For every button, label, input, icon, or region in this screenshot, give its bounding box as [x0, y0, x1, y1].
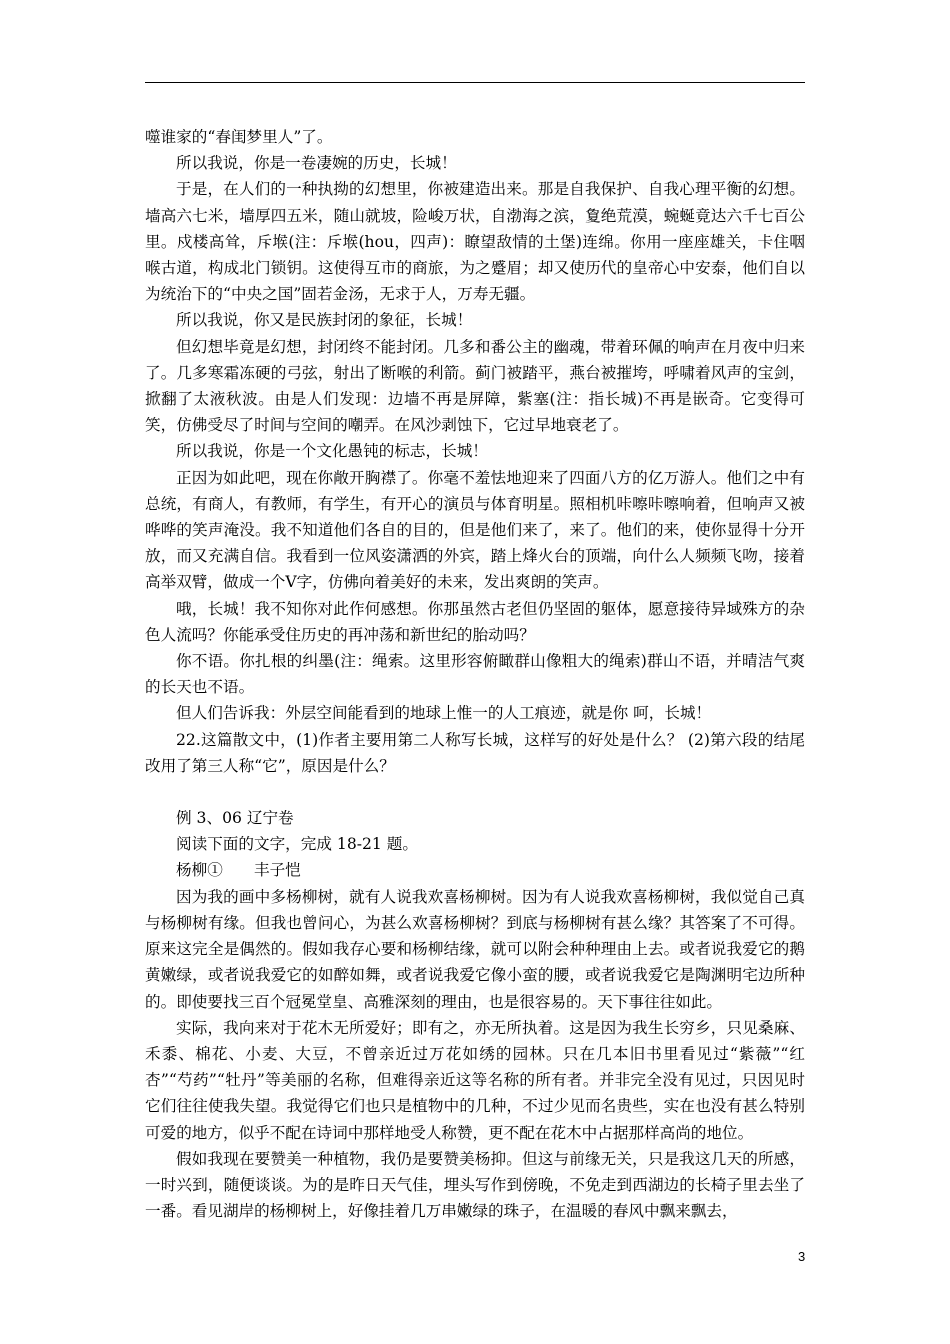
paragraph: 例 3、06 辽宁卷 — [176, 809, 294, 828]
paragraph: 杨柳① 丰子恺 — [176, 861, 301, 880]
paragraph: 阅读下面的文字，完成 18-21 题。 — [176, 835, 418, 854]
paragraph: 因为我的画中多杨柳树，就有人说我欢喜杨柳树。因为有人说我欢喜杨柳树，我似觉自己真与杨柳树有缘。但我也曾问心，为甚么欢喜杨柳树？到底与杨柳树有甚么缘？其答案了不可得。原来这完全是偶然的。假如我存心要和杨柳结缘，就可以附会种种理由上去。或者说我爱它的鹅黄嫩绿，或者说我爱它的如醉如舞，或者说我爱它像小蛮的腰，或者说我爱它是陶渊明宅边所种的。即使要找三百个冠冕堂皇、高雅深刻的理由，也是很容易的。天下事往往如此。 — [145, 887, 805, 1011]
header-rule — [145, 82, 805, 83]
paragraph: 哦，长城！我不知你对此作何感想。你那虽然古老但仍坚固的躯体，愿意接待异域殊方的杂色人流吗？你能承受住历史的再冲荡和新世纪的胎动吗？ — [145, 599, 805, 644]
paragraph: 正因为如此吧，现在你敞开胸襟了。你毫不羞怯地迎来了四面八方的亿万游人。他们之中有总统，有商人，有教师，有学生，有开心的演员与体育明星。照相机咔嚓咔嚓响着，但响声又被哗哗的笑声淹没。我不知道他们各自的目的，但是他们来了，来了。他们的来，使你显得十分开放，而又充满自信。我看到一位风姿潇洒的外宾，踏上烽火台的顶端，向什么人频频飞吻，接着高举双臂，做成一个Ⅴ字，仿佛向着美好的未来，发出爽朗的笑声。 — [145, 468, 805, 592]
paragraph: 你不语。你扎根的纠墨(注：绳索。这里形容俯瞰群山像粗大的绳索)群山不语，并晴洁气爽的长天也不语。 — [145, 652, 805, 697]
paragraph: 所以我说，你又是民族封闭的象征，长城！ — [176, 311, 473, 330]
paragraph: 但人们告诉我：外层空间能看到的地球上惟一的人工痕迹，就是你 呵，长城！ — [176, 704, 712, 723]
blank-line — [145, 779, 805, 805]
paragraph: 所以我说，你是一卷凄婉的历史，长城！ — [176, 154, 457, 173]
paragraph: 于是，在人们的一种执拗的幻想里，你被建造出来。那是自我保护、自我心理平衡的幻想。墙高六七米，墙厚四五米，随山就坡，险峻万状，自渤海之滨，夐绝荒漠，蜿蜒竟达六千七百公里。戍楼高耸，斥堠(注：斥堠(hou，四声)：瞭望敌情的土堡)连绵。你用一座座雄关，卡住咽喉古道，构成北门锁钥。这使得互市的商旅，为之蹙眉；却又使历代的皇帝心中安泰，他们自以为统治下的“中央之国”固若金汤，无求于人，万寿无疆。 — [145, 180, 805, 304]
paragraph: 实际，我向来对于花木无所爱好；即有之，亦无所执着。这是因为我生长穷乡，只见桑麻、禾黍、棉花、小麦、大豆，不曾亲近过万花如绣的园林。只在几本旧书里看见过“紫薇”“红杏”“芍药”“牡丹”等美丽的名称，但难得亲近这等名称的所有者。并非完全没有见过，只因见时它们往往使我失望。我觉得它们也只是植物中的几种，不过少见而名贵些，实在也没有甚么特别可爱的地方，似乎不配在诗词中那样地受人称赞，更不配在花木中占据那样高尚的地位。 — [145, 1018, 805, 1142]
paragraph: 所以我说，你是一个文化愚钝的标志，长城！ — [176, 442, 488, 461]
paragraph: 22.这篇散文中，(1)作者主要用第二人称写长城，这样写的好处是什么？ (2)第六段的结尾改用了第三人称“它”，原因是什么？ — [145, 730, 805, 775]
paragraph: 假如我现在要赞美一种植物，我仍是要赞美杨抑。但这与前缘无关，只是我这几天的所感，一时兴到，随便谈谈。为的是昨日天气佳，埋头写作到傍晚，不免走到西湖边的长椅子里去坐了一番。看见湖岸的杨柳树上，好像挂着几万串嫩绿的珠子，在温暖的春风中飘来飘去， — [145, 1149, 805, 1221]
page-number: 3 — [798, 1249, 806, 1264]
document-body — [145, 124, 805, 1224]
paragraph: 噬谁家的“春闺梦里人”了。 — [145, 128, 333, 146]
paragraph: 但幻想毕竟是幻想，封闭终不能封闭。几多和番公主的幽魂，带着环佩的响声在月夜中归来了。几多寒霜冻硬的弓弦，射出了断喉的利箭。蓟门被踏平，燕台被摧垮，呼啸着风声的宝剑，掀翻了太液秋波。由是人们发现：边墙不再是屏障，紫塞(注：指长城)不再是嵌奇。它变得可笑，仿佛受尽了时间与空间的嘲弄。在风沙剥蚀下，它过早地衰老了。 — [145, 337, 805, 435]
